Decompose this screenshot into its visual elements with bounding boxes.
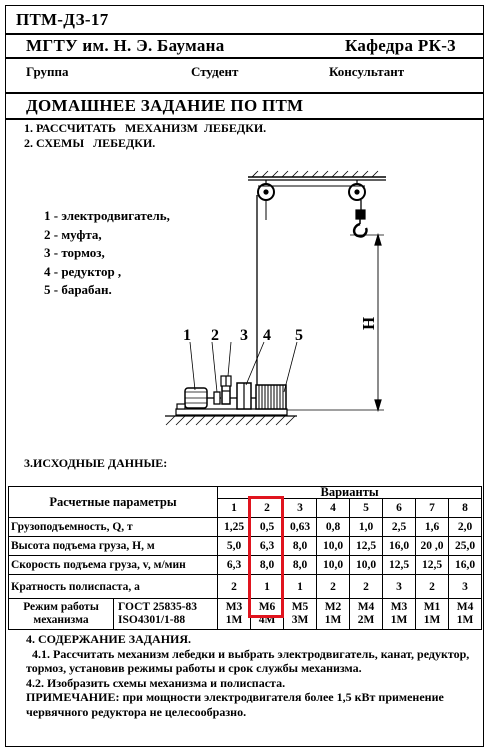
variant-number: 8 (449, 499, 482, 518)
callout-1: 1 (183, 327, 191, 344)
task-1: 1. РАССЧИТАТЬ МЕХАНИЗМ ЛЕБЕДКИ. (24, 121, 267, 135)
table-cell: 10,0 (317, 556, 350, 575)
params-header: Расчетные параметры (9, 487, 218, 518)
row-label: Скорость подъема груза, v, м/мин (9, 556, 218, 575)
mode-cell (9, 599, 218, 630)
table-cell: 12,5 (383, 556, 416, 575)
variant-number: 2 (251, 499, 284, 518)
section-4-title: 4. СОДЕРЖАНИЕ ЗАДАНИЯ. (26, 632, 192, 646)
page-title: ДОМАШНЕЕ ЗАДАНИЕ ПО ПТМ (26, 96, 304, 115)
department-name: Кафедра РК-3 (345, 36, 456, 55)
mode-values: М4 2М (350, 599, 383, 630)
mode-values: М3 1М (383, 599, 416, 630)
row-label: Грузоподъемность, Q, т (9, 518, 218, 537)
callout-5: 5 (295, 327, 303, 344)
table-cell: 20 ,0 (416, 537, 449, 556)
mode-values: М4 1М (449, 599, 482, 630)
section-4-p2: 4.2. Изобразить схемы механизма и полиспаста. (26, 675, 286, 690)
section-4-p1: 4.1. Рассчитать механизм лебедки и выбрать электродвигатель, канат, редуктор, тормоз, установив режимы работы и срок службы механизма. (26, 646, 470, 676)
mode-label: механизма (33, 614, 89, 626)
variant-number: 3 (284, 499, 317, 518)
variant-number: 6 (383, 499, 416, 518)
consultant-label: Консультант (329, 64, 405, 79)
row-label: Кратность полиспаста, а (9, 575, 218, 599)
group-label: Группа (26, 64, 69, 79)
table-cell: 1 (284, 575, 317, 599)
table-cell: 12,5 (350, 537, 383, 556)
table-cell: 2 (416, 575, 449, 599)
table-cell: 10,0 (317, 537, 350, 556)
callout-3: 3 (240, 327, 248, 344)
student-label: Студент (191, 64, 239, 79)
callout-4: 4 (263, 327, 271, 344)
document-code: ПТМ-ДЗ-17 (16, 10, 109, 29)
legend-item: 1 - электродвигатель, (44, 208, 170, 223)
legend-item: 5 - барабан. (44, 282, 112, 297)
table-cell: 25,0 (449, 537, 482, 556)
table-cell: 8,0 (251, 556, 284, 575)
section-4-note: ПРИМЕЧАНИЕ: при мощности электродвигателя более 1,5 кВт применение червячного редуктора не целесообразно. (26, 690, 444, 719)
variant-2-highlight (248, 496, 284, 618)
university-name: МГТУ им. Н. Э. Баумана (26, 36, 225, 55)
callout-2: 2 (211, 327, 219, 344)
mode-label: Режим работы (23, 601, 99, 613)
table-cell: 10,0 (350, 556, 383, 575)
table-cell: 1 (251, 575, 284, 599)
height-label: Н (359, 316, 378, 330)
table-cell: 3 (383, 575, 416, 599)
table-cell: 1,0 (350, 518, 383, 537)
variants-header: Варианты (218, 487, 482, 499)
table-cell: 3 (449, 575, 482, 599)
table-cell: 1,25 (218, 518, 251, 537)
legend-item: 4 - редуктор , (44, 263, 122, 279)
table-cell: 1,6 (416, 518, 449, 537)
table-cell: 6,3 (218, 556, 251, 575)
gost-label: ГОСТ 25835-83 (118, 601, 198, 613)
table-cell: 0,5 (251, 518, 284, 537)
variant-number: 4 (317, 499, 350, 518)
table-cell: 2 (218, 575, 251, 599)
mode-values: М6 4М (251, 599, 284, 630)
source-data-title: 3.ИСХОДНЫЕ ДАННЫЕ: (24, 456, 168, 470)
table-cell: 2 (317, 575, 350, 599)
parameters-table (8, 486, 482, 630)
mode-values: М5 3М (284, 599, 317, 630)
table-cell: 0,63 (284, 518, 317, 537)
variant-number: 5 (350, 499, 383, 518)
legend-item: 3 - тормоз, (44, 245, 105, 260)
table-row (9, 556, 482, 575)
iso-label: ISO4301/1-88 (118, 614, 186, 626)
legend-item: 2 - муфта, (44, 226, 102, 242)
task-content (26, 632, 471, 720)
table-cell: 16,0 (383, 537, 416, 556)
variant-number: 7 (416, 499, 449, 518)
table-cell: 2 (350, 575, 383, 599)
row-label: Высота подъема груза, Н, м (9, 537, 218, 556)
table-cell: 6,3 (251, 537, 284, 556)
table-cell: 2,5 (383, 518, 416, 537)
mode-values: М2 1М (317, 599, 350, 630)
table-cell: 2,0 (449, 518, 482, 537)
table-cell: 8,0 (284, 556, 317, 575)
table-cell: 12,5 (416, 556, 449, 575)
table-cell: 16,0 (449, 556, 482, 575)
table-cell: 0,8 (317, 518, 350, 537)
table-row (9, 518, 482, 537)
task-2: 2. СХЕМЫ ЛЕБЕДКИ. (24, 136, 156, 150)
table-row (9, 575, 482, 599)
table-row (9, 599, 482, 630)
variant-number: 1 (218, 499, 251, 518)
table-row (9, 537, 482, 556)
mode-values: М1 1М (416, 599, 449, 630)
table-cell: 5,0 (218, 537, 251, 556)
table-cell: 8,0 (284, 537, 317, 556)
mode-values: М3 1М (218, 599, 251, 630)
